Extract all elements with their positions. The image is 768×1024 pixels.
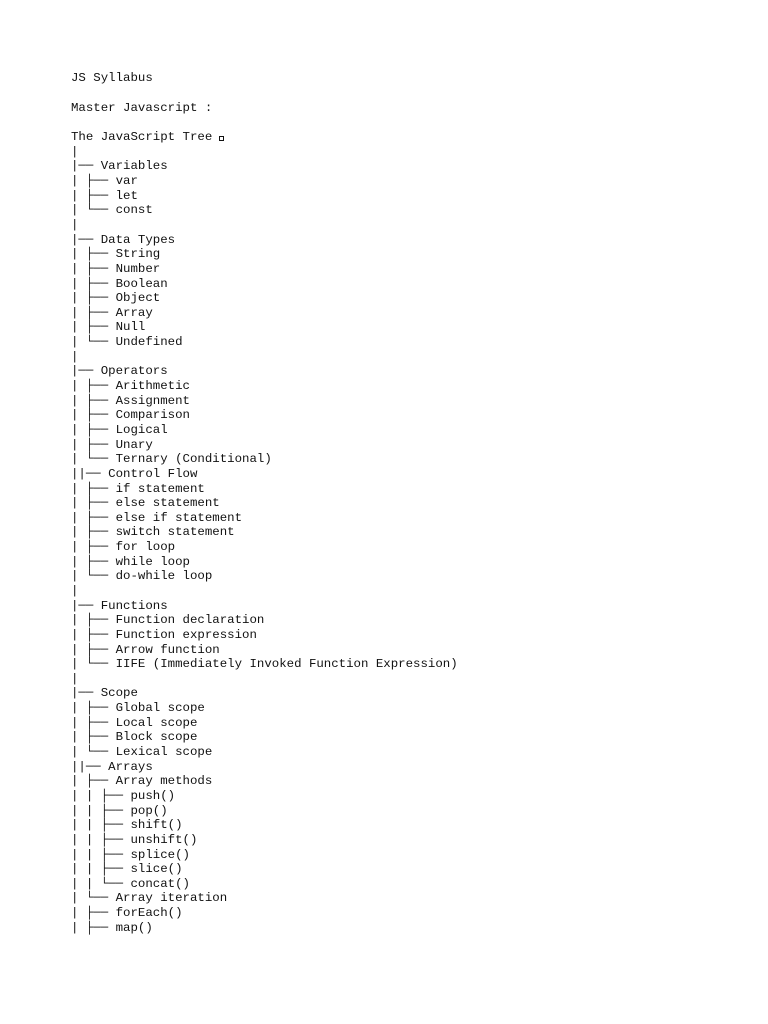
document-title: JS Syllabus [71, 71, 153, 85]
tree-line: | | ├── slice() [71, 862, 183, 877]
tree-line: | | ├── push() [71, 788, 176, 803]
tree-line: | ├── Logical [71, 422, 168, 437]
tree-line: | | ├── splice() [71, 847, 190, 862]
tree-line: | ├── Array methods [71, 774, 213, 789]
tree-line: | ├── for loop [71, 540, 176, 555]
tree-line: | ├── switch statement [71, 525, 235, 540]
document-page [71, 71, 761, 935]
tree-line: | ├── let [71, 188, 138, 203]
tree-line: | [71, 217, 79, 232]
tree-line: | └── do-while loop [71, 569, 213, 584]
document-subtitle: Master Javascript : [71, 100, 213, 115]
tree-line: | ├── map() [71, 920, 153, 935]
tree-line: | [71, 349, 79, 364]
tree-line: | └── IIFE (Immediately Invoked Function Expression) [71, 657, 458, 672]
tree-line: |── Functions [71, 598, 168, 613]
tree-line: | ├── Function declaration [71, 613, 265, 628]
tree-line: |── Data Types [71, 232, 176, 247]
tree-line: | [71, 671, 79, 686]
spacer [71, 86, 761, 101]
spacer [71, 116, 761, 131]
tree-line: | ├── Object [71, 291, 161, 306]
tree-line: | | ├── unshift() [71, 832, 198, 847]
tree-heading [71, 130, 761, 145]
tree-line: | └── const [71, 203, 153, 218]
tree-line: | ├── else statement [71, 496, 220, 511]
tree-line: | └── Undefined [71, 335, 183, 350]
tree-line: | ├── Block scope [71, 730, 198, 745]
tree-line: | ├── Array [71, 305, 153, 320]
tree-line: | ├── Assignment [71, 393, 190, 408]
tree-line: | ├── Function expression [71, 627, 257, 642]
tree-line: | ├── forEach() [71, 906, 183, 921]
tree-line: | | ├── shift() [71, 818, 183, 833]
tree-line: | ├── Arithmetic [71, 379, 190, 394]
tree-line: | ├── Comparison [71, 408, 190, 423]
tree-line: | ├── Local scope [71, 715, 198, 730]
tree-line: | ├── String [71, 247, 161, 262]
tree-line: | | └── concat() [71, 876, 190, 891]
tree-line: | ├── Number [71, 261, 161, 276]
tree-line: | ├── else if statement [71, 510, 243, 525]
tree-heading-text: The JavaScript Tree [71, 130, 213, 145]
tree-line: | [71, 584, 79, 598]
tree-line: | ├── Unary [71, 437, 153, 452]
tree-line: | ├── while loop [71, 554, 190, 569]
tree-line: |── Variables [71, 159, 168, 174]
tree-line: | ├── Arrow function [71, 642, 220, 657]
tree-line: | [71, 144, 79, 159]
tree-line: | ├── if statement [71, 481, 205, 496]
tree-line: | └── Ternary (Conditional) [71, 452, 272, 467]
tree-line: | ├── Boolean [71, 276, 168, 291]
javascript-tree [71, 145, 761, 936]
tree-line: |── Operators [71, 364, 168, 379]
tree-line: ||── Control Flow [71, 466, 198, 481]
tree-line: ||── Arrays [71, 759, 153, 774]
tree-line: | └── Array iteration [71, 891, 228, 906]
box-icon [219, 136, 224, 141]
tree-line: | | ├── pop() [71, 803, 168, 818]
tree-line: | └── Lexical scope [71, 745, 213, 760]
tree-line: | ├── var [71, 174, 138, 189]
tree-line: | ├── Global scope [71, 701, 205, 716]
tree-line: | ├── Null [71, 320, 146, 335]
tree-line: |── Scope [71, 686, 138, 701]
